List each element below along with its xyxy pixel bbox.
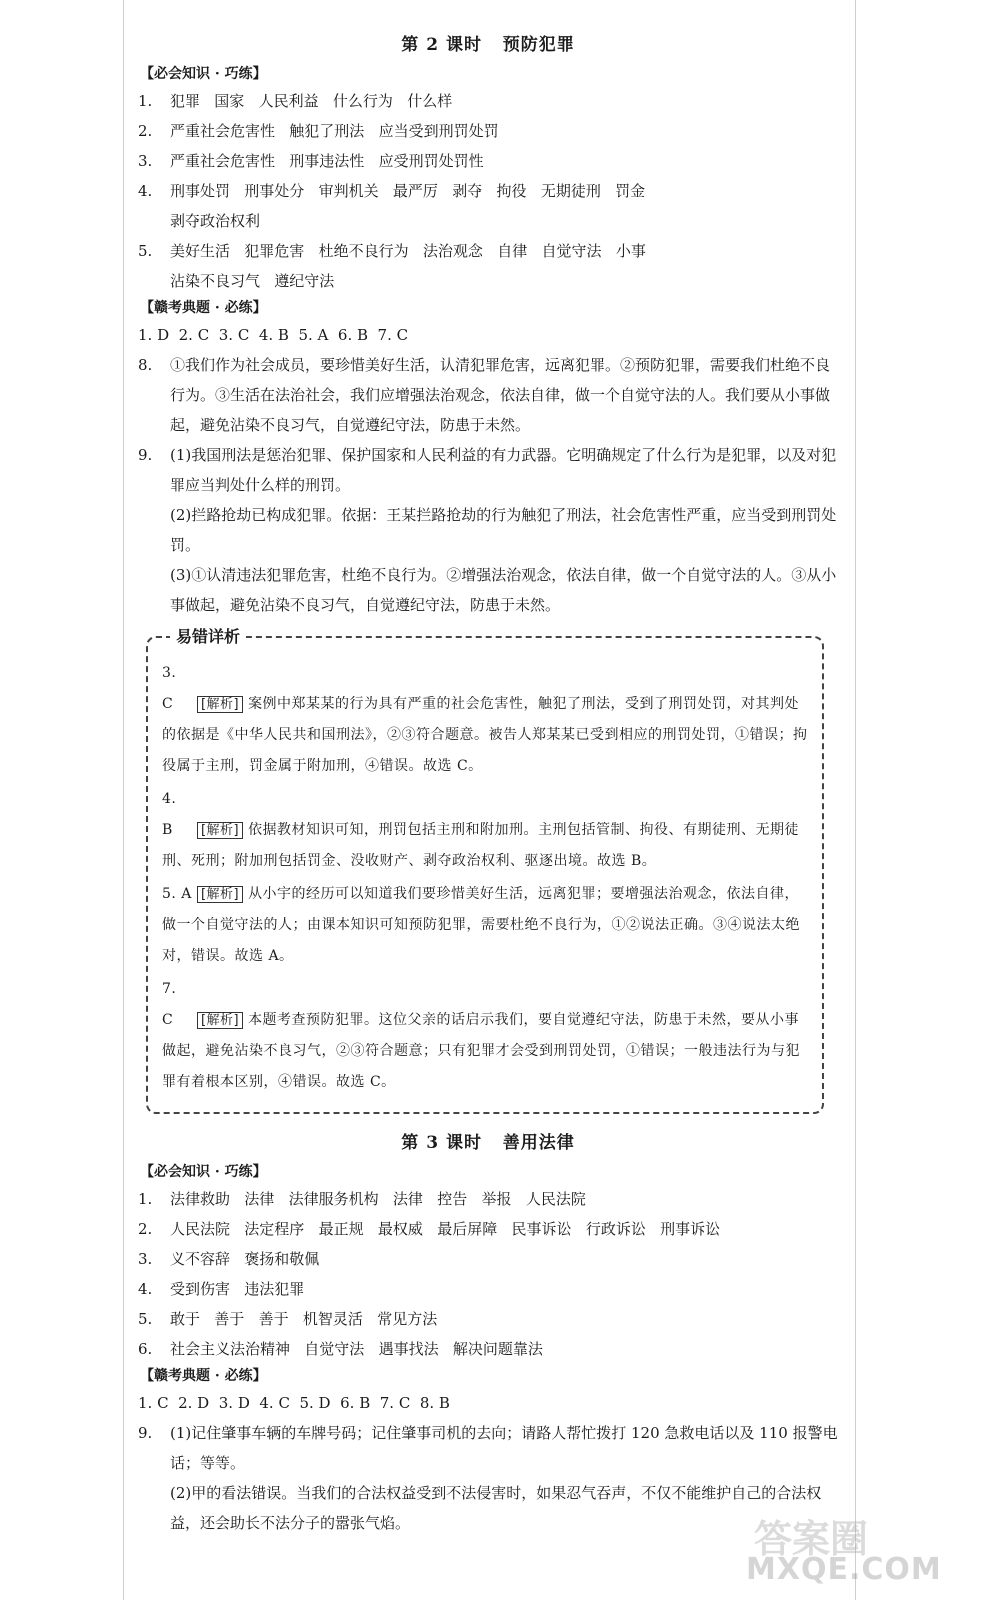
- list-item: [138, 116, 838, 146]
- list-item: [138, 236, 838, 266]
- left-margin-rule: [123, 0, 124, 1600]
- question-9-part-1: (1)记住肇事车辆的车牌号码；记住肇事司机的去向；请路人帮忙拨打 120 急救电话以及 110 报警电话；等等。: [170, 1424, 838, 1472]
- analysis-text: 本题考查预防犯罪。这位父亲的话启示我们，要自觉遵纪守法，防患于未然，要从小事做起，避免沾染不良习气，②③符合题意；只有犯罪才会受到刑罚处罚，①错误；一般违法行为与犯罪有着根本区别，④错误。故选 C。: [162, 1012, 800, 1090]
- question-9-part-1: (1)我国刑法是惩治犯罪、保护国家和人民利益的有力武器。它明确规定了什么行为是犯罪，以及对犯罪应当判处什么样的刑罚。: [170, 446, 837, 494]
- analysis-answer: 4. B: [162, 791, 177, 838]
- error-analysis-box: [146, 627, 824, 1114]
- item-number: 6.: [138, 1340, 153, 1358]
- analysis-answer: 5. A: [162, 886, 192, 902]
- item-number: 1.: [138, 92, 153, 110]
- item-number: 3.: [138, 1250, 153, 1268]
- item-number: 2.: [138, 1220, 153, 1238]
- item-text: 严重社会危害性 触犯了刑法 应当受到刑罚处罚: [170, 122, 499, 140]
- analysis-text: 依据教材知识可知，刑罚包括主刑和附加刑。主刑包括管制、拘役、有期徒刑、无期徒刑、死刑；附加刑包括罚金、没收财产、剥夺政治权利、驱逐出境。故选 B。: [162, 822, 800, 869]
- item-text: 美好生活 犯罪危害 杜绝不良行为 法治观念 自律 自觉守法 小事: [170, 242, 646, 260]
- analysis-tag: [解析]: [197, 1012, 243, 1029]
- analysis-tag: [解析]: [197, 822, 243, 839]
- question-9: [138, 1418, 838, 1478]
- analysis-text: 案例中郑某某的行为具有严重的社会危害性，触犯了刑法，受到了刑罚处罚，对其判处的依据是《中华人民共和国刑法》，②③符合题意。被告人郑某某已受到相应的刑罚处罚，①错误；拘役属于主刑，罚金属于附加刑，④错误。故选 C。: [162, 696, 808, 774]
- analysis-text: 从小宇的经历可以知道我们要珍惜美好生活，远离犯罪；要增强法治观念，依法自律，做一个自觉守法的人；由课本知识可知预防犯罪，需要杜绝不良行为，①②说法正确。③④说法太绝对，错误。故选 A。: [162, 886, 800, 964]
- list-item: [138, 1274, 838, 1304]
- list-item: [138, 1214, 838, 1244]
- error-analysis-item: [162, 658, 808, 782]
- item-number: 5.: [138, 242, 153, 260]
- analysis-answer: 3. C: [162, 665, 177, 712]
- item-text: 社会主义法治精神 自觉守法 遇事找法 解决问题靠法: [170, 1340, 543, 1358]
- lesson-3-title: 第 3 课时 善用法律: [401, 1133, 575, 1153]
- question-8: [138, 350, 838, 440]
- question-9: [138, 440, 838, 500]
- item-text: 刑事处罚 刑事处分 审判机关 最严厉 剥夺 拘役 无期徒刑 罚金: [170, 182, 646, 200]
- error-analysis-item: [162, 879, 808, 972]
- list-item: [138, 1334, 838, 1364]
- section-knowledge-heading: 【必会知识 · 巧练】: [140, 66, 267, 82]
- item-number: 4.: [138, 1280, 153, 1298]
- item-text: 犯罪 国家 人民利益 什么行为 什么样: [170, 92, 453, 110]
- list-item: [138, 1184, 838, 1214]
- item-number: 2.: [138, 122, 153, 140]
- list-item: [138, 1304, 838, 1334]
- section-exam-heading: 【赣考典题 · 必练】: [140, 1368, 267, 1384]
- item-number: 5.: [138, 1310, 153, 1328]
- item-number: 8.: [138, 356, 153, 374]
- item-text: 严重社会危害性 刑事违法性 应受刑罚处罚性: [170, 152, 484, 170]
- item-text: 法律救助 法律 法律服务机构 法律 控告 举报 人民法院: [170, 1190, 586, 1208]
- item-number: 3.: [138, 152, 153, 170]
- item-continuation: 沾染不良习气 遵纪守法: [170, 272, 335, 290]
- analysis-tag: [解析]: [197, 886, 243, 903]
- watermark-url: MXQE.COM: [746, 1552, 942, 1587]
- section-exam-heading: 【赣考典题 · 必练】: [140, 300, 267, 316]
- choice-answers: 1. C 2. D 3. D 4. C 5. D 6. B 7. C 8. B: [138, 1394, 450, 1412]
- list-item: [138, 1244, 838, 1274]
- analysis-answer: 7. C: [162, 981, 177, 1028]
- analysis-tag: [解析]: [197, 696, 243, 713]
- error-analysis-item: [162, 784, 808, 877]
- watermark-cn: 答案圈: [754, 1517, 869, 1561]
- item-number: 4.: [138, 182, 153, 200]
- question-8-answer: ①我们作为社会成员，要珍惜美好生活，认清犯罪危害，远离犯罪。②预防犯罪，需要我们杜绝不良行为。③生活在法治社会，我们应增强法治观念，依法自律，做一个自觉守法的人。我们要从小事做起，避免沾染不良习气，自觉遵纪守法，防患于未然。: [170, 356, 831, 434]
- right-margin-rule: [855, 0, 856, 1600]
- item-number: 9.: [138, 1424, 153, 1442]
- question-9-part-3: (3)①认清违法犯罪危害，杜绝不良行为。②增强法治观念，依法自律，做一个自觉守法的人。③从小事做起，避免沾染不良习气，自觉遵纪守法，防患于未然。: [170, 566, 837, 614]
- error-analysis-title: 易错详析: [170, 624, 246, 647]
- item-text: 义不容辞 褒扬和敬佩: [170, 1250, 320, 1268]
- item-text: 人民法院 法定程序 最正规 最权威 最后屏障 民事诉讼 行政诉讼 刑事诉讼: [170, 1220, 721, 1238]
- content-column: [138, 28, 838, 1538]
- question-9-part-2: (2)甲的看法错误。当我们的合法权益受到不法侵害时，如果忍气吞声，不仅不能维护自己的合法权益，还会助长不法分子的嚣张气焰。: [170, 1484, 822, 1532]
- list-item: [138, 86, 838, 116]
- error-analysis-item: [162, 974, 808, 1098]
- item-number: 1.: [138, 1190, 153, 1208]
- section-knowledge-heading: 【必会知识 · 巧练】: [140, 1164, 267, 1180]
- item-continuation: 剥夺政治权利: [170, 212, 261, 230]
- question-9-part-2: (2)拦路抢劫已构成犯罪。依据：王某拦路抢劫的行为触犯了刑法，社会危害性严重，应当受到刑罚处罚。: [170, 506, 837, 554]
- choice-answers: 1. D 2. C 3. C 4. B 5. A 6. B 7. C: [138, 326, 409, 344]
- item-text: 敢于 善于 善于 机智灵活 常见方法: [170, 1310, 438, 1328]
- list-item: [138, 146, 838, 176]
- lesson-2-title: 第 2 课时 预防犯罪: [401, 35, 575, 55]
- item-number: 9.: [138, 446, 153, 464]
- list-item: [138, 176, 838, 206]
- site-watermark-logo: [740, 1508, 970, 1588]
- item-text: 受到伤害 违法犯罪: [170, 1280, 305, 1298]
